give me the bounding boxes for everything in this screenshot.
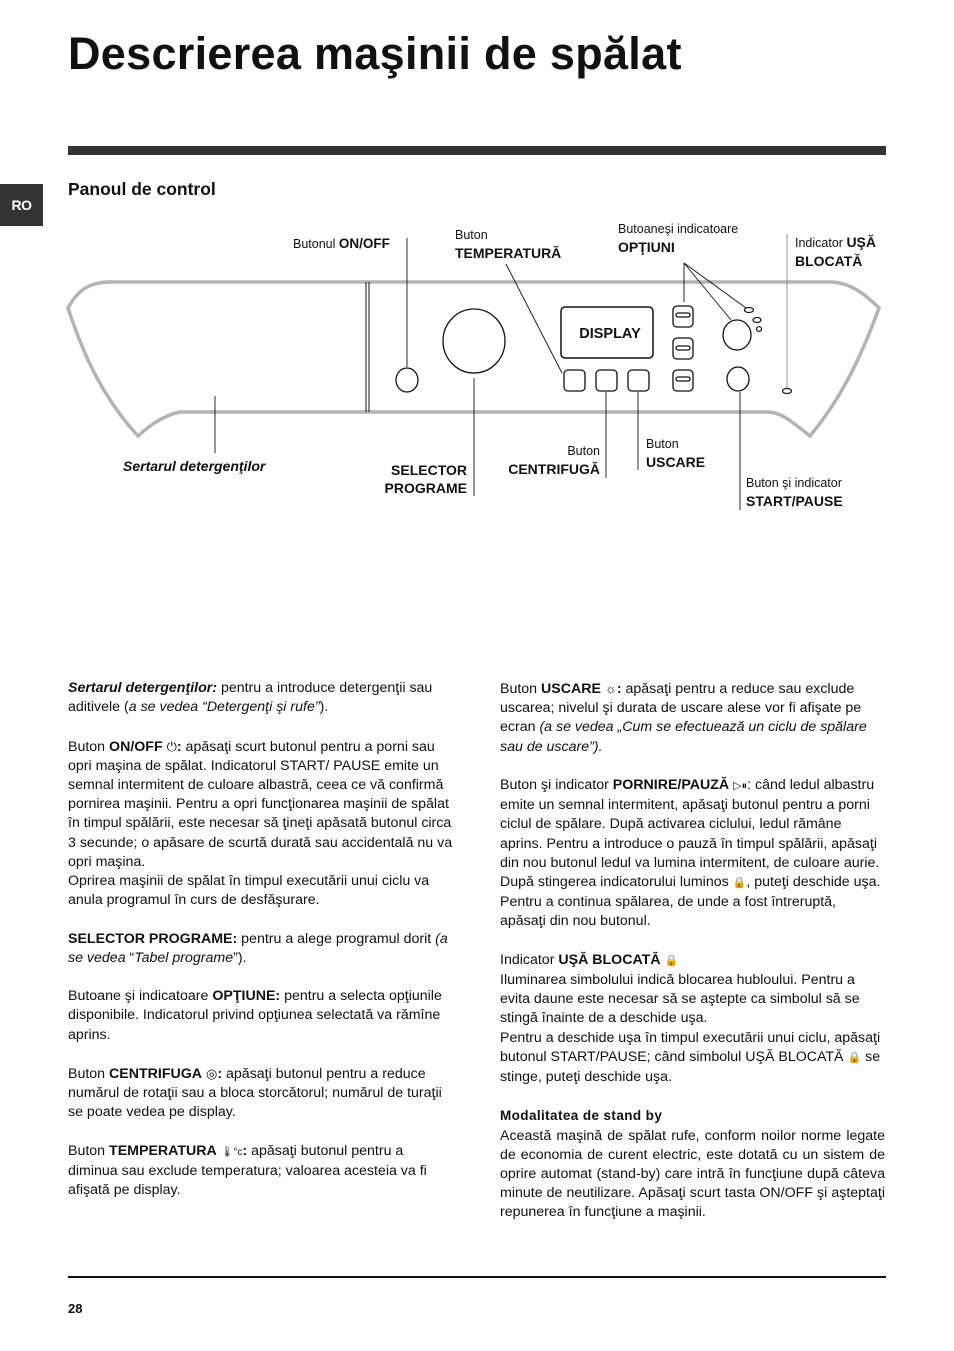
right-column — [500, 679, 885, 1242]
option-knob — [723, 320, 751, 350]
page-number: 28 — [68, 1301, 83, 1316]
lock-icon: 🔒 — [847, 1051, 862, 1064]
option-buttons — [673, 306, 693, 391]
start-pause-button-shape — [727, 367, 749, 391]
lock-icon: 🔒 — [664, 954, 679, 967]
paragraph-drawer: Sertarul detergenţilor: pentru a introduce detergenţii sau aditivele (a se vedea “Detergenţi şi rufe”). — [68, 680, 433, 716]
paragraph-on-off: Buton ON/OFF ⏻: apăsaţi scurt butonul pentru a porni sau opri maşina de spălat. Indicatorul START/ PAUSE emite un semnal intermitent de culoare albastră, ceea ce vă confirmă pornirea maşinii. Pentru a opri funcţionarea maşinii de spălat în timpul spălării, este necesar să ţineţi apăsată butonul circa 3 secunde; o apăsare de scurtă durată sau accidentală nu va opri maşina. Oprirea maşinii de spălat în timpul executării unui ciclu va anula programul în curs de desfăşurare. — [68, 738, 453, 909]
label-drawer: Sertarul detergenţilor — [123, 458, 266, 474]
label-door-lock: Indicator UŞĂ BLOCATĂ — [795, 234, 876, 269]
thermometer-icon: 🌡°c — [220, 1146, 243, 1158]
footer-divider — [68, 1276, 886, 1278]
display-label: DISPLAY — [579, 326, 641, 342]
label-drying: Buton USCARE — [646, 437, 706, 470]
label-selector: SELECTOR PROGRAME — [384, 462, 467, 496]
drying-icon: ☼ — [604, 681, 617, 696]
drawer-divider — [366, 282, 369, 412]
paragraph-door-lock: Indicator UŞĂ BLOCATĂ 🔒 Iluminarea simbolului indică blocarea hubloului. Pentru a evita daune este necesar să se aştepte ca simbolul să se stingă înainte de a deschide uşa. Pentru a deschide uşa în timpul executării unui ciclu, apăsaţi butonul START/PAUSE; când simbolul UŞĂ BLOCATĂ 🔒 se stinge, puteţi deschide uşa. — [500, 951, 881, 1086]
paragraph-standby: Modalitatea de stand by Această maşină de spălat rufe, conform noilor norme legate de economia de curent electric, este dotată cu un sistem de oprire automat (stand-by) care intră în funcţiune după câteva minute de neutilizare. Apăsaţi scurt tasta ON/OFF şi aşteptaţi repunerea în funcţiune a maşinii. — [500, 1108, 885, 1221]
standby-heading: Modalitatea de stand by — [500, 1108, 663, 1124]
program-selector-knob — [443, 309, 505, 373]
temperature-button-shape — [564, 370, 585, 391]
spin-button-shape — [596, 370, 617, 391]
label-temperature: Buton TEMPERATURĂ — [455, 228, 562, 261]
spin-icon: ◎ — [206, 1066, 218, 1081]
on-off-button-shape — [396, 368, 418, 392]
label-on-off: Butonul ON/OFF — [293, 236, 390, 251]
paragraph-temperature: Buton TEMPERATURA 🌡°c: apăsaţi butonul pentru a diminua sau exclude temperatura; valoarea acesteia va fi afişată pe display. — [68, 1142, 427, 1199]
lock-icon: 🔒 — [732, 877, 747, 890]
drying-button-shape — [628, 370, 649, 391]
left-column — [68, 679, 453, 1220]
label-start-pause: Buton şi indicator START/PAUSE — [746, 476, 843, 509]
language-tab: RO — [0, 184, 43, 226]
power-icon: ⏻ — [166, 738, 177, 754]
paragraph-options: Butoane şi indicatoare OPŢIUNE: pentru a selecta opţiunile disponibile. Indicatorul privind opţiunea selectată va rămîne aprins. — [68, 988, 442, 1043]
paragraph-selector: SELECTOR PROGRAME: pentru a alege programul dorit (a se vedea “Tabel programe”). — [68, 930, 448, 966]
paragraph-start-pause: Buton şi indicator PORNIRE/PAUZĂ ▷⏸: când ledul albastru emite un semnal intermitent, apăsaţi butonul pentru a porni ciclul de spălare. După activarea ciclului, ledul rămâne aprins. Pentru a introduce o pauză în timpul spălării, apăsaţi din nou butonul ledul va lumina intermitent, de culoare aurie. După stingerea indicatorului luminos 🔒, puteţi deschide uşa. Pentru a continua spălarea, de unde a fost întreruptă, apăsaţi din nou butonul. — [500, 777, 881, 930]
door-lock-led — [783, 389, 792, 394]
label-spin: Buton CENTRIFUGĂ — [508, 444, 600, 477]
paragraph-spin: Buton CENTRIFUGA ◎: apăsaţi butonul pentru a reduce numărul de rotaţii sau a bloca storcătorul; numărul de turaţii se poate vedea pe display. — [68, 1066, 442, 1121]
play-pause-icon: ▷⏸ — [733, 780, 748, 792]
section-title: Panoul de control — [68, 179, 216, 199]
paragraph-drying: Buton USCARE ☼: apăsaţi pentru a reduce sau exclude uscarea; nivelul şi durata de uscare alese vor fi afişate pe ecran (a se vedea „Cum se efectuează un ciclu de spălare sau de uscare”). — [500, 681, 867, 755]
page-title: Descrierea maşinii de spălat — [68, 28, 682, 79]
label-options: Butoaneşi indicatoare OPŢIUNI — [618, 222, 739, 255]
